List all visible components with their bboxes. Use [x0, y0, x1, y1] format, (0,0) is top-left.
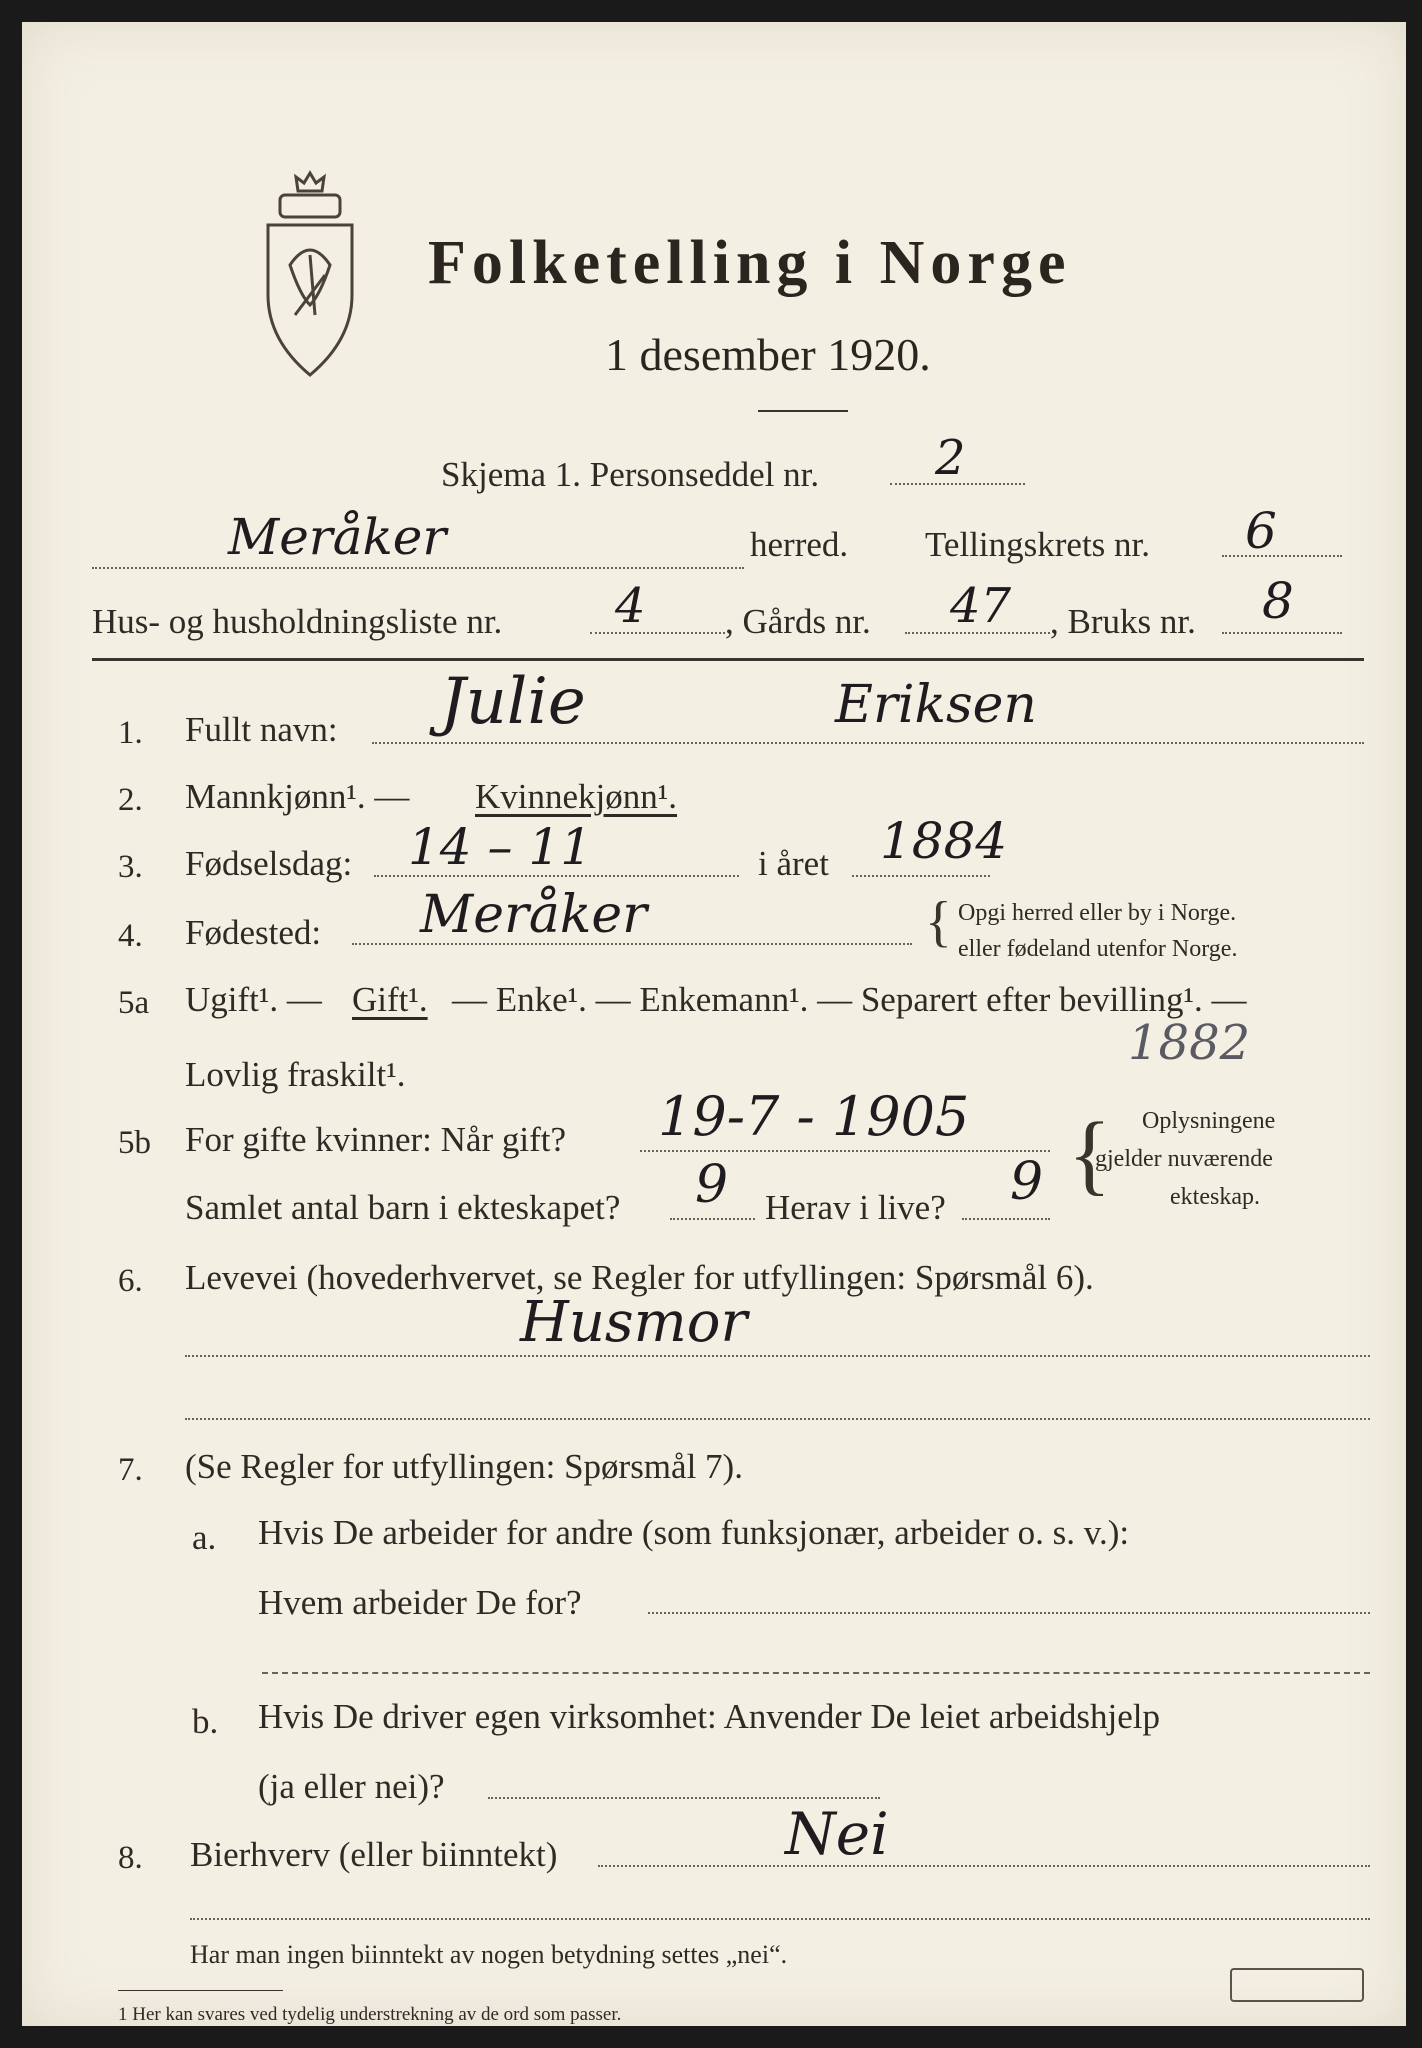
tellingskrets-value: 6 [1245, 502, 1277, 560]
q7a-extra-line [262, 1672, 1370, 1674]
ugift-option[interactable]: Ugift¹. — [185, 980, 322, 1019]
q5b-brace: { [1068, 1105, 1112, 1204]
q4-number: 4. [118, 918, 143, 954]
census-date: 1 desember 1920. [605, 329, 931, 380]
nar-gift-value: 19-7 - 1905 [658, 1085, 970, 1148]
q7a-line1: Hvis De arbeider for andre (som funksjonær, arbeider o. s. v.): [258, 1513, 1130, 1552]
fodselsdag-value: 14 – 11 [408, 818, 593, 876]
footnote-rule [118, 1990, 283, 1991]
last-name-value: Eriksen [835, 675, 1037, 735]
barn-value: 9 [695, 1155, 729, 1215]
q5b-note-3: ekteskap. [1170, 1184, 1260, 1210]
q7-number: 7. [118, 1452, 143, 1488]
q2-number: 2. [118, 782, 143, 818]
nar-gift-field[interactable] [640, 1150, 1050, 1152]
fodested-brace: { [925, 891, 952, 953]
title-divider [758, 410, 848, 412]
i-live-label: Herav i live? [765, 1188, 946, 1227]
fullt-navn-field[interactable] [372, 742, 1364, 744]
q5b-note-1: Oplysningene [1142, 1108, 1276, 1134]
liste-field[interactable] [590, 632, 725, 634]
bierhverv-field[interactable] [598, 1865, 1370, 1867]
year-value: 1884 [880, 812, 1008, 870]
bruks-label: , Bruks nr. [1050, 602, 1196, 641]
bierhverv-value: Nei [785, 1800, 889, 1868]
bruks-field[interactable] [1222, 632, 1342, 634]
civil-status-options[interactable]: — Enke¹. — Enkemann¹. — Separert efter bevilling¹. — [452, 980, 1247, 1019]
i-live-value: 9 [1010, 1152, 1044, 1212]
arbeidsgiver-field[interactable] [648, 1612, 1370, 1614]
q5b-note-2: gjelder nuværende [1095, 1146, 1273, 1172]
liste-label: Hus- og husholdningsliste nr. [92, 602, 503, 641]
q4-label: Fødested: [185, 913, 322, 952]
q7a-letter: a. [192, 1518, 217, 1557]
year-field[interactable] [852, 875, 990, 877]
lovlig-fraskilt-option[interactable]: Lovlig fraskilt¹. [185, 1055, 406, 1094]
arbeidshjelp-field[interactable] [488, 1797, 880, 1799]
kvinnekjonn-option[interactable]: Kvinnekjønn¹. [475, 777, 678, 816]
gards-label: , Gårds nr. [725, 602, 871, 641]
nar-gift-label: For gifte kvinner: Når gift? [185, 1120, 567, 1159]
schema-value: 2 [935, 430, 966, 486]
herred-value: Meråker [228, 508, 447, 566]
q6-label: Levevei (hovederhvervet, se Regler for utfyllingen: Spørsmål 6). [185, 1258, 1094, 1297]
bierhverv-field-2[interactable] [190, 1918, 1370, 1920]
year-label: i året [758, 844, 829, 883]
q3-number: 3. [118, 849, 143, 885]
margin-note: 1882 [1128, 1015, 1251, 1071]
barn-field[interactable] [670, 1218, 755, 1220]
fodested-note-1: Opgi herred eller by i Norge. [958, 900, 1237, 926]
schema-label: Skjema 1. Personseddel nr. [441, 455, 820, 494]
q3-label: Fødselsdag: [185, 844, 353, 883]
barn-label: Samlet antal barn i ekteskapet? [185, 1188, 621, 1227]
q7b-letter: b. [192, 1702, 219, 1741]
mannkjonn-option[interactable]: Mannkjønn¹. — [185, 777, 410, 816]
form-title: Folketelling i Norge [428, 229, 1072, 297]
levevei-value: Husmor [520, 1290, 748, 1355]
q8-label: Bierhverv (eller biinntekt) [190, 1835, 558, 1874]
q1-label: Fullt navn: [185, 710, 338, 749]
q7b-line1: Hvis De driver egen virksomhet: Anvender De leiet arbeidshjelp [258, 1697, 1160, 1736]
footer-note: Har man ingen biinntekt av nogen betydning settes „nei“. [190, 1940, 788, 1969]
q1-number: 1. [118, 715, 143, 751]
q6-number: 6. [118, 1263, 143, 1299]
bruks-value: 8 [1262, 572, 1294, 630]
q7b-line2: (ja eller nei)? [258, 1767, 445, 1806]
herred-field[interactable] [92, 567, 744, 569]
levevei-field-1[interactable] [185, 1355, 1370, 1357]
printer-stamp [1230, 1968, 1364, 2002]
q7-label: (Se Regler for utfyllingen: Spørsmål 7). [185, 1447, 743, 1486]
q5a-number: 5a [118, 985, 150, 1021]
i-live-field[interactable] [962, 1218, 1050, 1220]
herred-label: herred. [750, 525, 849, 564]
q7a-line2: Hvem arbeider De for? [258, 1583, 582, 1622]
footnote: 1 Her kan svares ved tydelig understrekning av de ord som passer. [118, 2004, 622, 2025]
tellingskrets-field[interactable] [1222, 555, 1342, 557]
q8-number: 8. [118, 1840, 143, 1876]
header-divider [92, 658, 1364, 661]
tellingskrets-label: Tellingskrets nr. [925, 525, 1151, 564]
levevei-field-2[interactable] [185, 1418, 1370, 1420]
gift-option[interactable]: Gift¹. [352, 980, 428, 1019]
coat-of-arms-icon [250, 165, 370, 380]
first-name-value: Julie [440, 665, 586, 739]
liste-value: 4 [615, 578, 646, 634]
q5b-number: 5b [118, 1125, 151, 1161]
fodested-note-2: eller fødeland utenfor Norge. [958, 936, 1238, 962]
fodested-value: Meråker [420, 885, 648, 945]
gards-value: 47 [950, 578, 1012, 634]
